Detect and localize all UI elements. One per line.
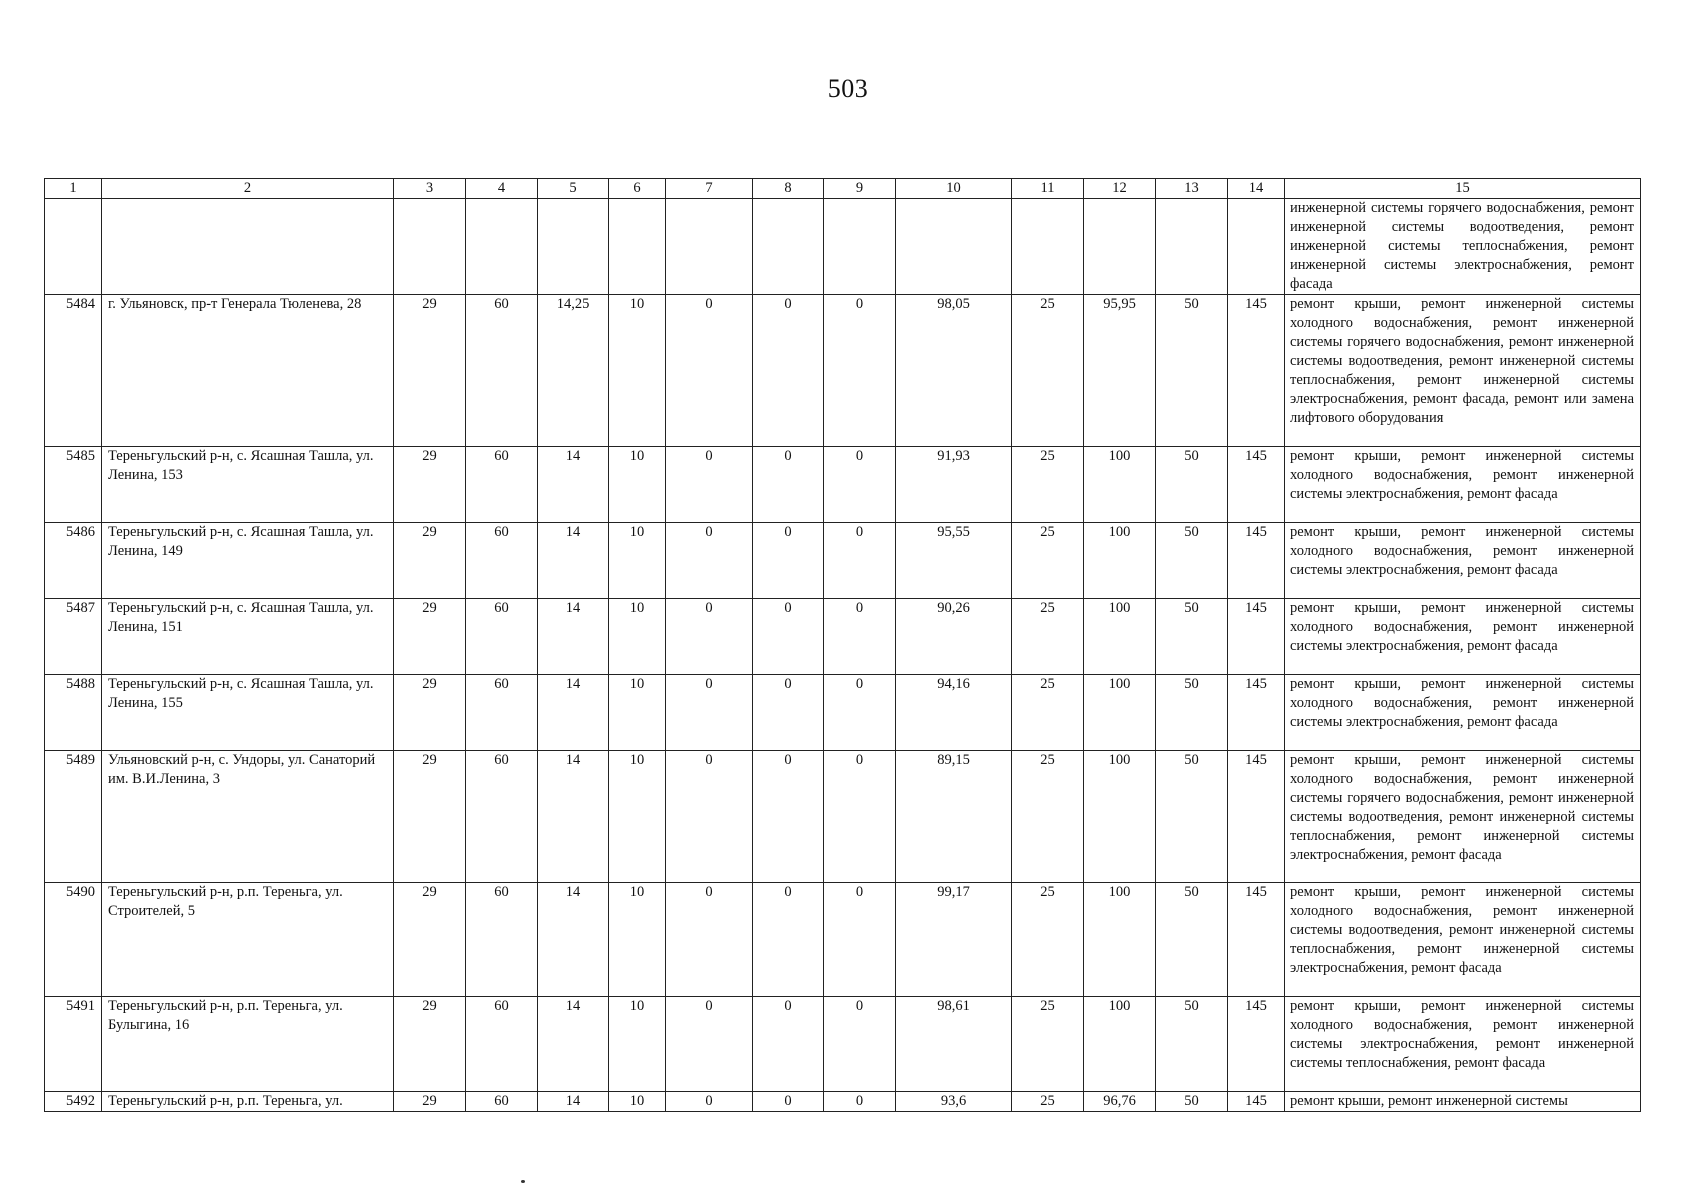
cell-c14: 145 <box>1228 447 1285 523</box>
table-row <box>45 1092 1641 1112</box>
cell-c11: 25 <box>1012 675 1084 751</box>
cell-c11: 25 <box>1012 599 1084 675</box>
col-header: 4 <box>466 179 538 199</box>
cell-address: Ульяновский р-н, с. Ундоры, ул. Санаторий им. В.И.Ленина, 3 <box>102 751 394 883</box>
cell-c12: 100 <box>1084 447 1156 523</box>
cell-c5: 14,25 <box>538 295 609 447</box>
cell-c11: 25 <box>1012 523 1084 599</box>
cell-c6: 10 <box>609 675 666 751</box>
cell-c4: 60 <box>466 523 538 599</box>
cell-c11: 25 <box>1012 1092 1084 1112</box>
cell-c8: 0 <box>753 1092 824 1112</box>
table-body <box>45 199 1641 1112</box>
col-header: 5 <box>538 179 609 199</box>
cell-c14: 145 <box>1228 883 1285 997</box>
col-header: 8 <box>753 179 824 199</box>
cell-c10: 91,93 <box>896 447 1012 523</box>
cell-c10: 89,15 <box>896 751 1012 883</box>
cell-c4: 60 <box>466 1092 538 1112</box>
cell-c14: 145 <box>1228 523 1285 599</box>
cell-c3: 29 <box>394 447 466 523</box>
cell-c6: 10 <box>609 997 666 1092</box>
col-header: 14 <box>1228 179 1285 199</box>
cell-c9: 0 <box>824 1092 896 1112</box>
cell-c12: 100 <box>1084 523 1156 599</box>
cell-c8: 0 <box>753 599 824 675</box>
cell-c6: 10 <box>609 295 666 447</box>
cell-c7: 0 <box>666 997 753 1092</box>
col-header: 7 <box>666 179 753 199</box>
cell-c3: 29 <box>394 295 466 447</box>
table-row <box>45 675 1641 751</box>
cell-c8: 0 <box>753 883 824 997</box>
col-header: 15 <box>1285 179 1641 199</box>
cell-c9: 0 <box>824 997 896 1092</box>
cell-c7: 0 <box>666 751 753 883</box>
cell-address: Тереньгульский р-н, р.п. Тереньга, ул. <box>102 1092 394 1112</box>
cell-empty <box>394 199 466 295</box>
cell-c4: 60 <box>466 997 538 1092</box>
cell-c12: 100 <box>1084 751 1156 883</box>
continuation-row <box>45 199 1641 295</box>
cell-c14: 145 <box>1228 599 1285 675</box>
cell-c5: 14 <box>538 447 609 523</box>
table-row <box>45 883 1641 997</box>
cell-c7: 0 <box>666 1092 753 1112</box>
cell-c7: 0 <box>666 447 753 523</box>
col-header: 12 <box>1084 179 1156 199</box>
cell-description: ремонт крыши, ремонт инженерной системы холодного водоснабжения, ремонт инженерной системы электроснабжения, ремонт фасада <box>1285 523 1641 599</box>
cell-c13: 50 <box>1156 883 1228 997</box>
cell-c6: 10 <box>609 883 666 997</box>
cell-c9: 0 <box>824 295 896 447</box>
cell-c12: 100 <box>1084 997 1156 1092</box>
cell-c10: 99,17 <box>896 883 1012 997</box>
cell-description: инженерной системы горячего водоснабжения, ремонт инженерной системы водоотведения, ремонт инженерной системы теплоснабжения, ремонт инженерной системы электроснабжения, ремонт фасада <box>1285 199 1641 295</box>
cell-c8: 0 <box>753 997 824 1092</box>
cell-c7: 0 <box>666 599 753 675</box>
cell-description: ремонт крыши, ремонт инженерной системы холодного водоснабжения, ремонт инженерной системы электроснабжения, ремонт фасада <box>1285 447 1641 523</box>
cell-c14: 145 <box>1228 1092 1285 1112</box>
cell-c5: 14 <box>538 599 609 675</box>
cell-c6: 10 <box>609 447 666 523</box>
cell-description: ремонт крыши, ремонт инженерной системы холодного водоснабжения, ремонт инженерной системы электроснабжения, ремонт фасада <box>1285 599 1641 675</box>
table-row <box>45 751 1641 883</box>
cell-c8: 0 <box>753 295 824 447</box>
col-header: 9 <box>824 179 896 199</box>
cell-empty <box>896 199 1012 295</box>
table-row <box>45 997 1641 1092</box>
cell-empty <box>102 199 394 295</box>
header-row <box>45 179 1641 199</box>
cell-description: ремонт крыши, ремонт инженерной системы холодного водоснабжения, ремонт инженерной системы электроснабжения, ремонт фасада <box>1285 675 1641 751</box>
cell-address: Тереньгульский р-н, с. Ясашная Ташла, ул. Ленина, 151 <box>102 599 394 675</box>
table-row <box>45 447 1641 523</box>
col-header: 11 <box>1012 179 1084 199</box>
cell-description: ремонт крыши, ремонт инженерной системы холодного водоснабжения, ремонт инженерной системы водоотведения, ремонт инженерной системы теплоснабжения, ремонт инженерной системы электроснабжения, ремонт фасада <box>1285 883 1641 997</box>
cell-c3: 29 <box>394 523 466 599</box>
scan-speck <box>521 1180 525 1183</box>
cell-c7: 0 <box>666 675 753 751</box>
cell-c5: 14 <box>538 675 609 751</box>
cell-description: ремонт крыши, ремонт инженерной системы <box>1285 1092 1641 1112</box>
cell-c14: 145 <box>1228 675 1285 751</box>
table-header <box>45 179 1641 199</box>
table-row <box>45 599 1641 675</box>
cell-address: Тереньгульский р-н, р.п. Тереньга, ул. Строителей, 5 <box>102 883 394 997</box>
cell-c13: 50 <box>1156 675 1228 751</box>
cell-id: 5487 <box>45 599 102 675</box>
cell-c8: 0 <box>753 447 824 523</box>
cell-c5: 14 <box>538 751 609 883</box>
col-header: 2 <box>102 179 394 199</box>
cell-c4: 60 <box>466 295 538 447</box>
cell-empty <box>45 199 102 295</box>
cell-empty <box>1156 199 1228 295</box>
cell-c6: 10 <box>609 523 666 599</box>
cell-id: 5484 <box>45 295 102 447</box>
cell-c9: 0 <box>824 523 896 599</box>
cell-c13: 50 <box>1156 997 1228 1092</box>
cell-c11: 25 <box>1012 751 1084 883</box>
cell-c11: 25 <box>1012 997 1084 1092</box>
cell-empty <box>666 199 753 295</box>
cell-c11: 25 <box>1012 447 1084 523</box>
cell-c13: 50 <box>1156 599 1228 675</box>
cell-c7: 0 <box>666 523 753 599</box>
cell-c5: 14 <box>538 883 609 997</box>
col-header: 1 <box>45 179 102 199</box>
cell-c9: 0 <box>824 751 896 883</box>
page-number: 503 <box>827 74 869 103</box>
cell-id: 5485 <box>45 447 102 523</box>
cell-id: 5492 <box>45 1092 102 1112</box>
cell-empty <box>538 199 609 295</box>
cell-c8: 0 <box>753 751 824 883</box>
cell-c3: 29 <box>394 675 466 751</box>
cell-c9: 0 <box>824 599 896 675</box>
cell-c3: 29 <box>394 997 466 1092</box>
cell-address: Тереньгульский р-н, с. Ясашная Ташла, ул. Ленина, 155 <box>102 675 394 751</box>
cell-c4: 60 <box>466 883 538 997</box>
cell-c12: 95,95 <box>1084 295 1156 447</box>
cell-c4: 60 <box>466 675 538 751</box>
cell-c3: 29 <box>394 883 466 997</box>
cell-c9: 0 <box>824 447 896 523</box>
cell-c10: 98,61 <box>896 997 1012 1092</box>
repair-program-table <box>44 178 1641 1112</box>
cell-c5: 14 <box>538 1092 609 1112</box>
cell-c14: 145 <box>1228 751 1285 883</box>
col-header: 10 <box>896 179 1012 199</box>
cell-c9: 0 <box>824 675 896 751</box>
cell-c13: 50 <box>1156 295 1228 447</box>
cell-c10: 94,16 <box>896 675 1012 751</box>
cell-c3: 29 <box>394 599 466 675</box>
cell-empty <box>753 199 824 295</box>
cell-empty <box>466 199 538 295</box>
cell-c8: 0 <box>753 523 824 599</box>
cell-id: 5486 <box>45 523 102 599</box>
cell-address: Тереньгульский р-н, р.п. Тереньга, ул. Булыгина, 16 <box>102 997 394 1092</box>
cell-c13: 50 <box>1156 447 1228 523</box>
cell-description: ремонт крыши, ремонт инженерной системы холодного водоснабжения, ремонт инженерной системы электроснабжения, ремонт инженерной системы теплоснабжения, ремонт фасада <box>1285 997 1641 1092</box>
cell-c11: 25 <box>1012 295 1084 447</box>
cell-c10: 93,6 <box>896 1092 1012 1112</box>
cell-address: Тереньгульский р-н, с. Ясашная Ташла, ул. Ленина, 149 <box>102 523 394 599</box>
cell-c3: 29 <box>394 751 466 883</box>
cell-c12: 96,76 <box>1084 1092 1156 1112</box>
table-row <box>45 523 1641 599</box>
cell-c6: 10 <box>609 751 666 883</box>
col-header: 6 <box>609 179 666 199</box>
cell-description: ремонт крыши, ремонт инженерной системы холодного водоснабжения, ремонт инженерной системы горячего водоснабжения, ремонт инженерной системы водоотведения, ремонт инженерной системы теплоснабжения, ремонт инженерной системы электроснабжения, ремонт фасада <box>1285 751 1641 883</box>
cell-c4: 60 <box>466 751 538 883</box>
cell-c11: 25 <box>1012 883 1084 997</box>
cell-c8: 0 <box>753 675 824 751</box>
cell-c6: 10 <box>609 1092 666 1112</box>
cell-empty <box>1084 199 1156 295</box>
cell-id: 5491 <box>45 997 102 1092</box>
cell-address: Тереньгульский р-н, с. Ясашная Ташла, ул. Ленина, 153 <box>102 447 394 523</box>
cell-description: ремонт крыши, ремонт инженерной системы холодного водоснабжения, ремонт инженерной системы горячего водоснабжения, ремонт инженерной системы водоотведения, ремонт инженерной системы теплоснабжения, ремонт инженерной системы электроснабжения, ремонт фасада, ремонт или замена лифтового оборудования <box>1285 295 1641 447</box>
cell-c12: 100 <box>1084 675 1156 751</box>
cell-empty <box>824 199 896 295</box>
cell-id: 5489 <box>45 751 102 883</box>
cell-empty <box>1012 199 1084 295</box>
cell-c14: 145 <box>1228 295 1285 447</box>
col-header: 3 <box>394 179 466 199</box>
cell-c7: 0 <box>666 883 753 997</box>
cell-c4: 60 <box>466 599 538 675</box>
cell-c13: 50 <box>1156 751 1228 883</box>
cell-c7: 0 <box>666 295 753 447</box>
cell-address: г. Ульяновск, пр-т Генерала Тюленева, 28 <box>102 295 394 447</box>
cell-c10: 98,05 <box>896 295 1012 447</box>
cell-empty <box>1228 199 1285 295</box>
cell-id: 5488 <box>45 675 102 751</box>
cell-c12: 100 <box>1084 883 1156 997</box>
cell-c13: 50 <box>1156 1092 1228 1112</box>
cell-c12: 100 <box>1084 599 1156 675</box>
table-container <box>44 178 1640 1112</box>
cell-c10: 90,26 <box>896 599 1012 675</box>
col-header: 13 <box>1156 179 1228 199</box>
cell-c5: 14 <box>538 997 609 1092</box>
cell-c14: 145 <box>1228 997 1285 1092</box>
cell-empty <box>609 199 666 295</box>
table-row <box>45 295 1641 447</box>
cell-id: 5490 <box>45 883 102 997</box>
cell-c4: 60 <box>466 447 538 523</box>
cell-c6: 10 <box>609 599 666 675</box>
cell-c3: 29 <box>394 1092 466 1112</box>
cell-c10: 95,55 <box>896 523 1012 599</box>
cell-c9: 0 <box>824 883 896 997</box>
cell-c13: 50 <box>1156 523 1228 599</box>
cell-c5: 14 <box>538 523 609 599</box>
